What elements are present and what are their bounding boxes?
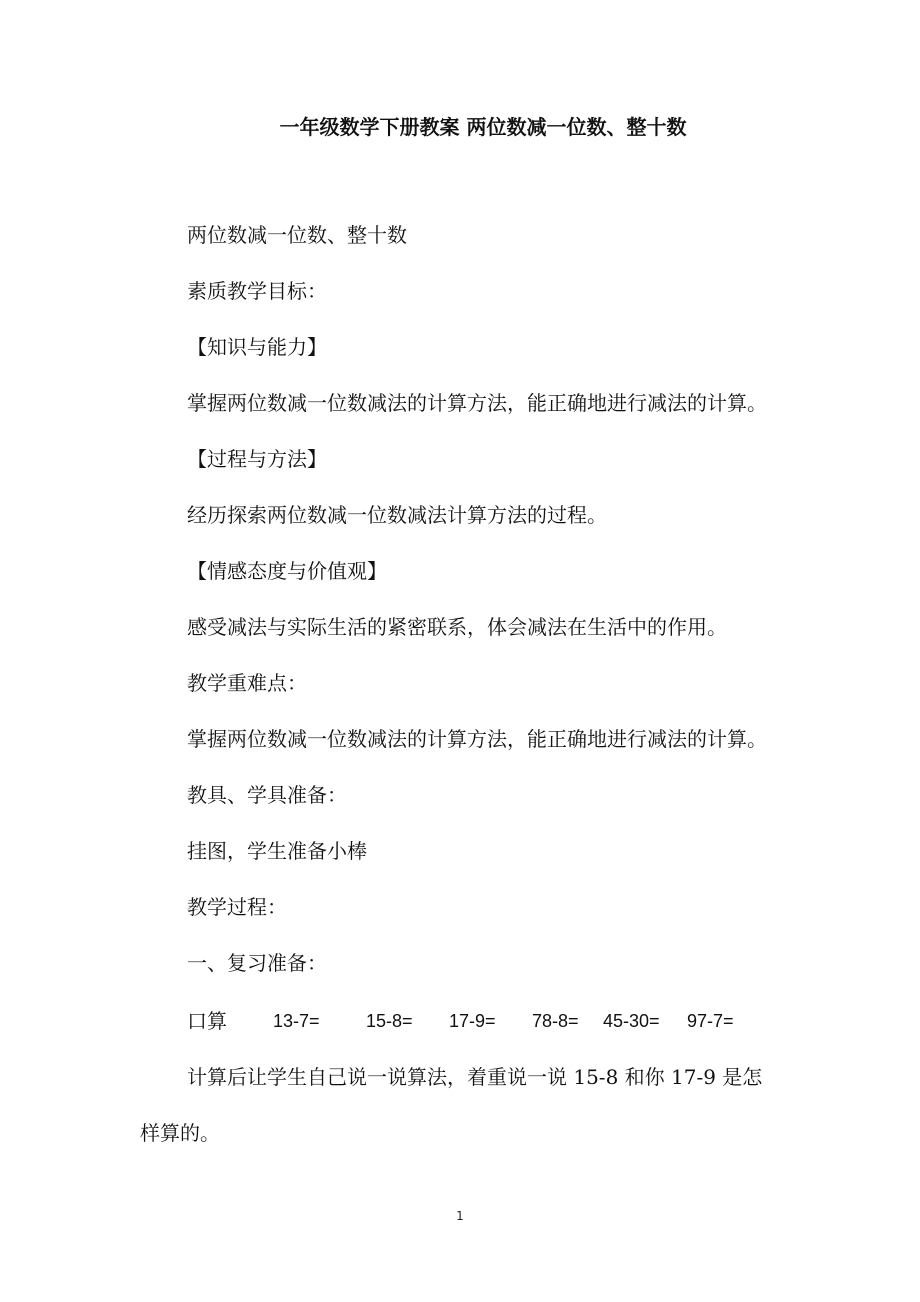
paragraph-objectives-heading: 素质教学目标：: [187, 279, 327, 303]
paragraph-attitude-heading: 【情感态度与价值观】: [187, 559, 387, 583]
paragraph-review-heading: 一、复习准备：: [187, 951, 327, 975]
mental-math-expression: 13-7=: [273, 1011, 320, 1031]
mental-math-expression: 78-8=: [532, 1011, 579, 1031]
paragraph-key-points-heading: 教学重难点：: [187, 671, 307, 695]
paragraph-process-text: 经历探索两位数减一位数减法计算方法的过程。: [187, 503, 607, 527]
paragraph-knowledge-heading: 【知识与能力】: [187, 335, 327, 359]
mental-math-expression: 15-8=: [366, 1011, 413, 1031]
paragraph-process-steps-heading: 教学过程：: [187, 895, 287, 919]
paragraph-knowledge-text: 掌握两位数减一位数减法的计算方法，能正确地进行减法的计算。: [187, 391, 767, 415]
closing-paragraph-line-1: 计算后让学生自己说一说算法，着重说一说 15-8 和你 17-9 是怎: [187, 1065, 763, 1089]
document-title: 一年级数学下册教案 两位数减一位数、整十数: [279, 115, 687, 139]
paragraph-attitude-text: 感受减法与实际生活的紧密联系，体会减法在生活中的作用。: [187, 615, 727, 639]
mental-math-row: [187, 1006, 807, 1036]
mental-math-expression: 45-30=: [603, 1011, 660, 1031]
paragraph-key-points-text: 掌握两位数减一位数减法的计算方法，能正确地进行减法的计算。: [187, 727, 767, 751]
mental-math-expression: 97-7=: [687, 1011, 734, 1031]
paragraph-topic: 两位数减一位数、整十数: [187, 223, 407, 247]
paragraph-materials-heading: 教具、学具准备：: [187, 783, 347, 807]
mental-math-expression: 17-9=: [449, 1011, 496, 1031]
closing-paragraph-line-2: 样算的。: [140, 1121, 220, 1145]
paragraph-process-heading: 【过程与方法】: [187, 447, 327, 471]
paragraph-materials-text: 挂图，学生准备小棒: [187, 839, 367, 863]
page-number: 1: [456, 1209, 464, 1223]
mental-math-label: 口算: [187, 1009, 227, 1033]
